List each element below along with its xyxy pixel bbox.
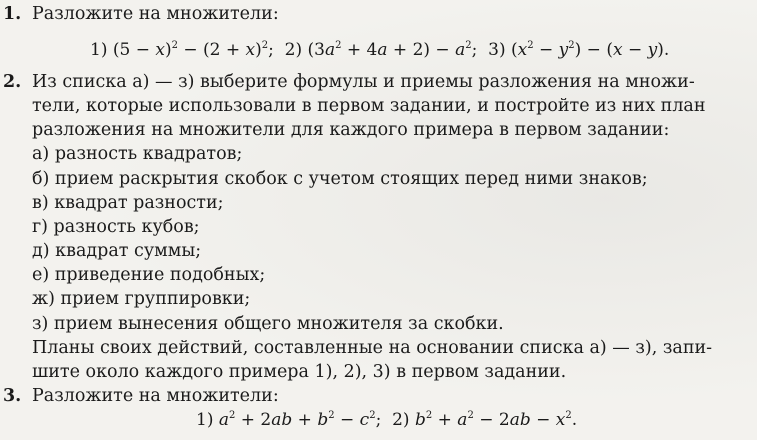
task-1-formulas: 1) $(5 - x)^2 - (2 + x)^2$; 2) $(3a^2 + 4a + 2) - a^2$; 3) $(x^2 - y^2) - (x - y)$. bbox=[90, 40, 670, 60]
task-3-number: 3. bbox=[3, 386, 22, 406]
task-2-closing-text: шите около каждого примера 1), 2), 3) в первом задании. bbox=[32, 362, 567, 382]
list-item-text: в) квадрат разности; bbox=[32, 193, 224, 213]
task-2-text-line: Из списка а) — з) выберите формулы и приемы разложения на множи- bbox=[32, 72, 695, 92]
task-2-text-line: тели, которые использовали в первом задании, и постройте из них план bbox=[32, 96, 706, 116]
list-item-text: а) разность квадратов; bbox=[32, 144, 243, 164]
task-3-prompt: Разложите на множители: bbox=[32, 386, 279, 406]
list-item-text: з) прием вынесения общего множителя за скобки. bbox=[32, 314, 504, 334]
task-2-number: 2. bbox=[3, 72, 22, 92]
list-item-text: ж) прием группировки; bbox=[32, 289, 251, 309]
task-1-prompt: Разложите на множители: bbox=[32, 4, 279, 24]
task-2-text-line: разложения на множители для каждого примера в первом задании: bbox=[32, 120, 670, 140]
list-item-text: г) разность кубов; bbox=[32, 217, 200, 237]
list-item-text: б) прием раскрытия скобок с учетом стоящих перед ними знаков; bbox=[32, 169, 648, 189]
list-item-text: е) приведение подобных; bbox=[32, 265, 266, 285]
task-2-closing-text: Планы своих действий, составленные на основании списка а) — з), запи- bbox=[32, 338, 713, 358]
task-1-number: 1. bbox=[3, 4, 22, 24]
task-3-formulas: 1) $a^2 + 2ab + b^2 - c^2$; 2) $b^2 + a^2 - 2ab - x^2$. bbox=[196, 410, 578, 430]
list-item-text: д) квадрат суммы; bbox=[32, 241, 202, 261]
